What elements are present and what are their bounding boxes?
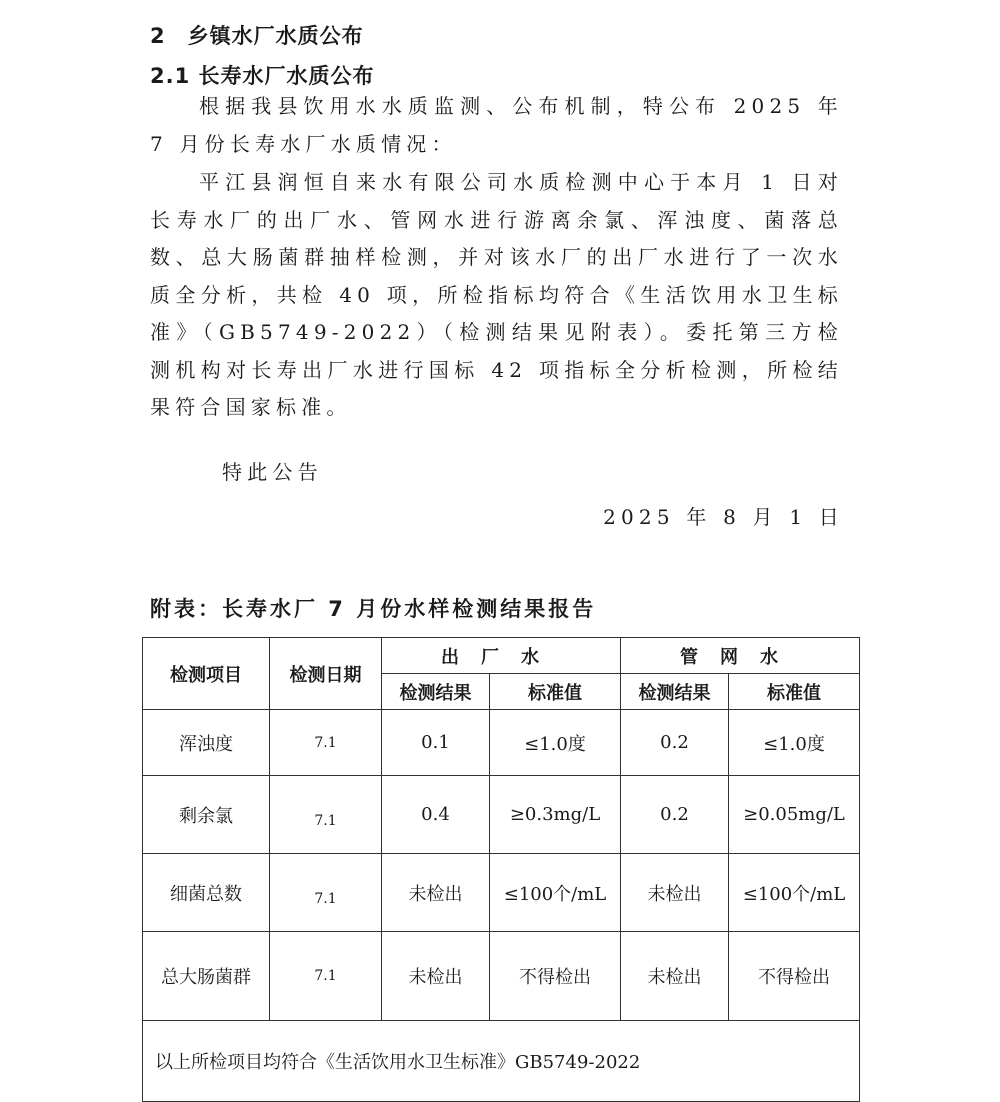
cell-network-standard: ≤1.0度 <box>729 710 860 776</box>
cell-factory-result: 未检出 <box>382 932 490 1021</box>
results-table <box>142 637 860 1102</box>
header-date: 检测日期 <box>270 638 382 710</box>
cell-network-standard: ≤100个/mL <box>729 854 860 932</box>
subsection-heading: 2.1 长寿水厂水质公布 <box>150 64 375 88</box>
table-row <box>143 932 860 1021</box>
cell-date: 7.1 <box>270 776 382 854</box>
cell-item: 剩余氯 <box>143 776 270 854</box>
header-network-standard: 标准值 <box>729 674 860 710</box>
cell-factory-standard: ≥0.3mg/L <box>490 776 621 854</box>
cell-network-standard: ≥0.05mg/L <box>729 776 860 854</box>
header-factory-water: 出厂水 <box>382 638 621 674</box>
cell-network-result: 未检出 <box>621 854 729 932</box>
header-factory-result: 检测结果 <box>382 674 490 710</box>
detail-paragraph: 平江县润恒自来水有限公司水质检测中心于本月 1 日对长寿水厂的出厂水、管网水进行游离余氯、浑浊度、菌落总数、总大肠菌群抽样检测，并对该水厂的出厂水进行了一次水质全分析，共检 40 项，所检指标均符合《生活饮用水卫生标准》（GB5749-2022）（检测结果见附表）。委托第三方检测机构对长寿出厂水进行国标 42 项指标全分析检测，所检结果符合国家标准。 <box>150 170 843 419</box>
table-footnote: 以上所检项目均符合《生活饮用水卫生标准》GB5749-2022 <box>143 1021 860 1102</box>
cell-network-result: 0.2 <box>621 776 729 854</box>
table-footnote-row <box>143 1021 860 1102</box>
cell-network-result: 0.2 <box>621 710 729 776</box>
cell-factory-result: 未检出 <box>382 854 490 932</box>
table-row <box>143 854 860 932</box>
notice-text: 特此公告 <box>222 460 323 484</box>
cell-network-standard: 不得检出 <box>729 932 860 1021</box>
cell-factory-result: 0.1 <box>382 710 490 776</box>
header-factory-standard: 标准值 <box>490 674 621 710</box>
cell-factory-standard: ≤100个/mL <box>490 854 621 932</box>
table-row <box>143 776 860 854</box>
table-row <box>143 710 860 776</box>
cell-factory-standard: 不得检出 <box>490 932 621 1021</box>
publish-date: 2025 年 8 月 1 日 <box>603 505 844 529</box>
cell-factory-standard: ≤1.0度 <box>490 710 621 776</box>
cell-date: 7.1 <box>270 854 382 932</box>
header-network-water: 管网水 <box>621 638 860 674</box>
table-header-row <box>143 638 860 674</box>
cell-factory-result: 0.4 <box>382 776 490 854</box>
cell-network-result: 未检出 <box>621 932 729 1021</box>
cell-date: 7.1 <box>270 710 382 776</box>
cell-item: 总大肠菌群 <box>143 932 270 1021</box>
cell-date: 7.1 <box>270 932 382 1021</box>
header-network-result: 检测结果 <box>621 674 729 710</box>
cell-item: 浑浊度 <box>143 710 270 776</box>
header-item: 检测项目 <box>143 638 270 710</box>
cell-item: 细菌总数 <box>143 854 270 932</box>
table-title: 附表：长寿水厂 7 月份水样检测结果报告 <box>150 597 597 621</box>
section-heading: 2 乡镇水厂水质公布 <box>150 24 364 48</box>
intro-paragraph: 根据我县饮用水水质监测、公布机制，特公布 2025 年 7 月份长寿水厂水质情况： <box>150 94 843 156</box>
